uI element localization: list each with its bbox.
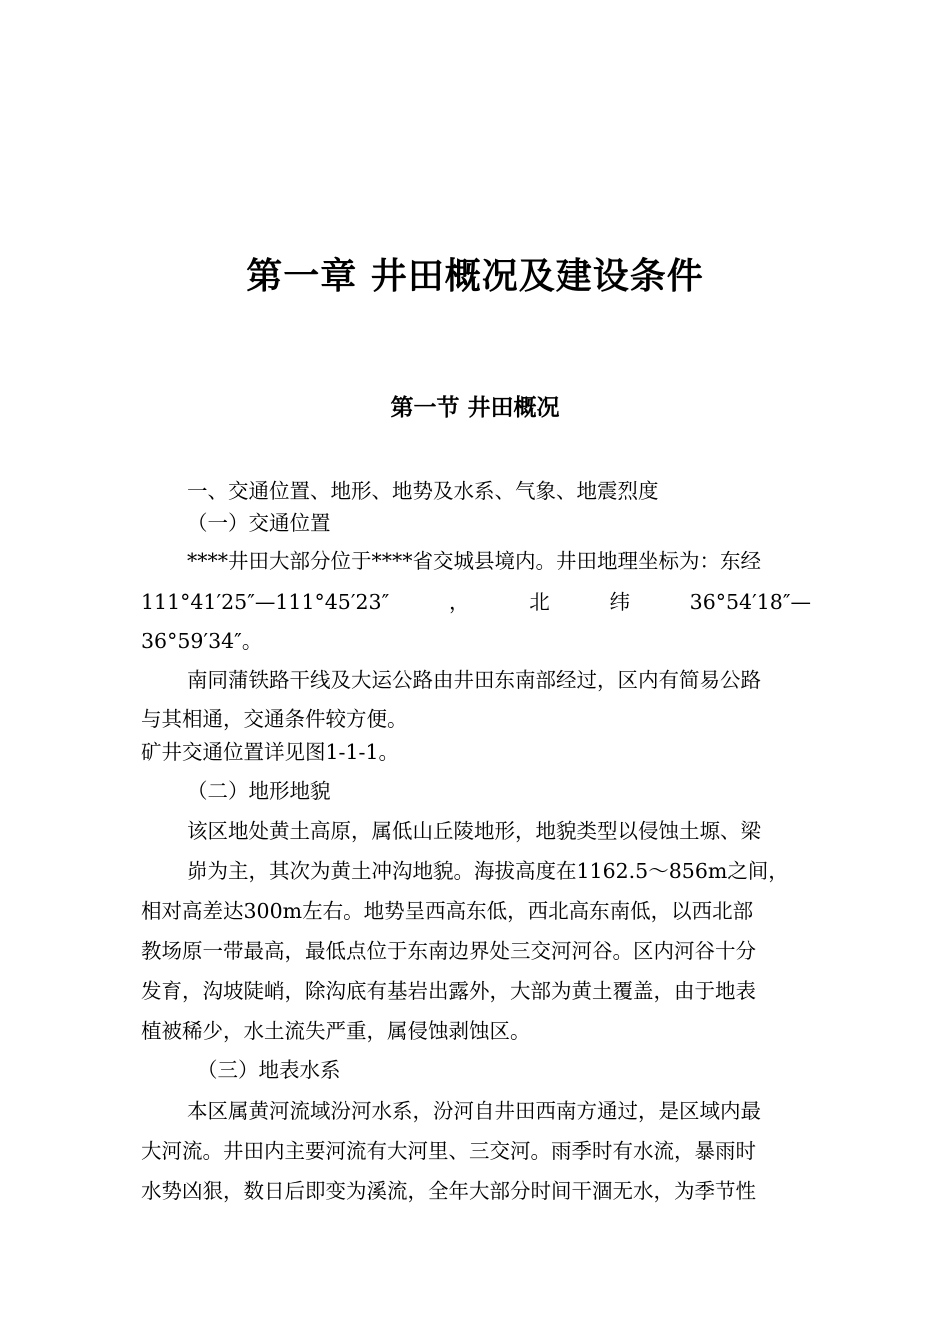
paragraph-line: 36°59′34″。 — [141, 629, 263, 653]
paragraph-line: ****井田大部分位于****省交城县境内。井田地理坐标为：东经 — [187, 549, 761, 573]
paragraph-line: 植被稀少，水土流失严重，属侵蚀剥蚀区。 — [141, 1019, 531, 1043]
paragraph-line: 发育，沟坡陡峭，除沟底有基岩出露外，大部为黄土覆盖，由于地表 — [141, 979, 756, 1003]
section-title: 第一节 井田概况 — [390, 395, 560, 421]
paragraph-line: 水势凶狠，数日后即变为溪流，全年大部分时间干涸无水，为季节性 — [141, 1179, 756, 1203]
paragraph-line: 本区属黄河流域汾河水系，汾河自井田西南方通过，是区域内最 — [187, 1099, 761, 1123]
paragraph-line: 大河流。井田内主要河流有大河里、三交河。雨季时有水流，暴雨时 — [141, 1139, 756, 1163]
subheading-landform: （二）地形地貌 — [187, 779, 331, 803]
subheading-surface-water: （三）地表水系 — [197, 1058, 341, 1082]
paragraph-line: 矿井交通位置详见图1-1-1。 — [141, 740, 399, 764]
subheading-transport: （一）交通位置 — [187, 511, 331, 535]
coordinate-segment: 北 — [529, 590, 550, 614]
paragraph-line: 峁为主，其次为黄土冲沟地貌。海拔高度在1162.5～856m之间， — [187, 859, 789, 883]
paragraph-line: 教场原一带最高，最低点位于东南边界处三交河河谷。区内河谷十分 — [141, 939, 756, 963]
coordinate-segment: ， — [448, 590, 470, 614]
coordinate-segment: 111°41′25″—111°45′23″ — [141, 590, 390, 614]
coordinate-segment: 纬 — [609, 590, 630, 614]
coordinate-segment: 36°54′18″— — [689, 590, 811, 614]
paragraph-line: 该区地处黄土高原，属低山丘陵地形，地貌类型以侵蚀土塬、梁 — [187, 819, 761, 843]
chapter-title: 第一章 井田概况及建设条件 — [246, 256, 704, 297]
paragraph-line: 相对高差达300m左右。地势呈西高东低，西北高东南低，以西北部 — [141, 899, 754, 923]
coordinates-line — [141, 587, 811, 617]
paragraph-line: 与其相通，交通条件较方便。 — [141, 707, 408, 731]
heading-transport-terrain: 一、交通位置、地形、地势及水系、气象、地震烈度 — [187, 479, 659, 503]
paragraph-line: 南同蒲铁路干线及大运公路由井田东南部经过，区内有简易公路 — [187, 668, 761, 692]
